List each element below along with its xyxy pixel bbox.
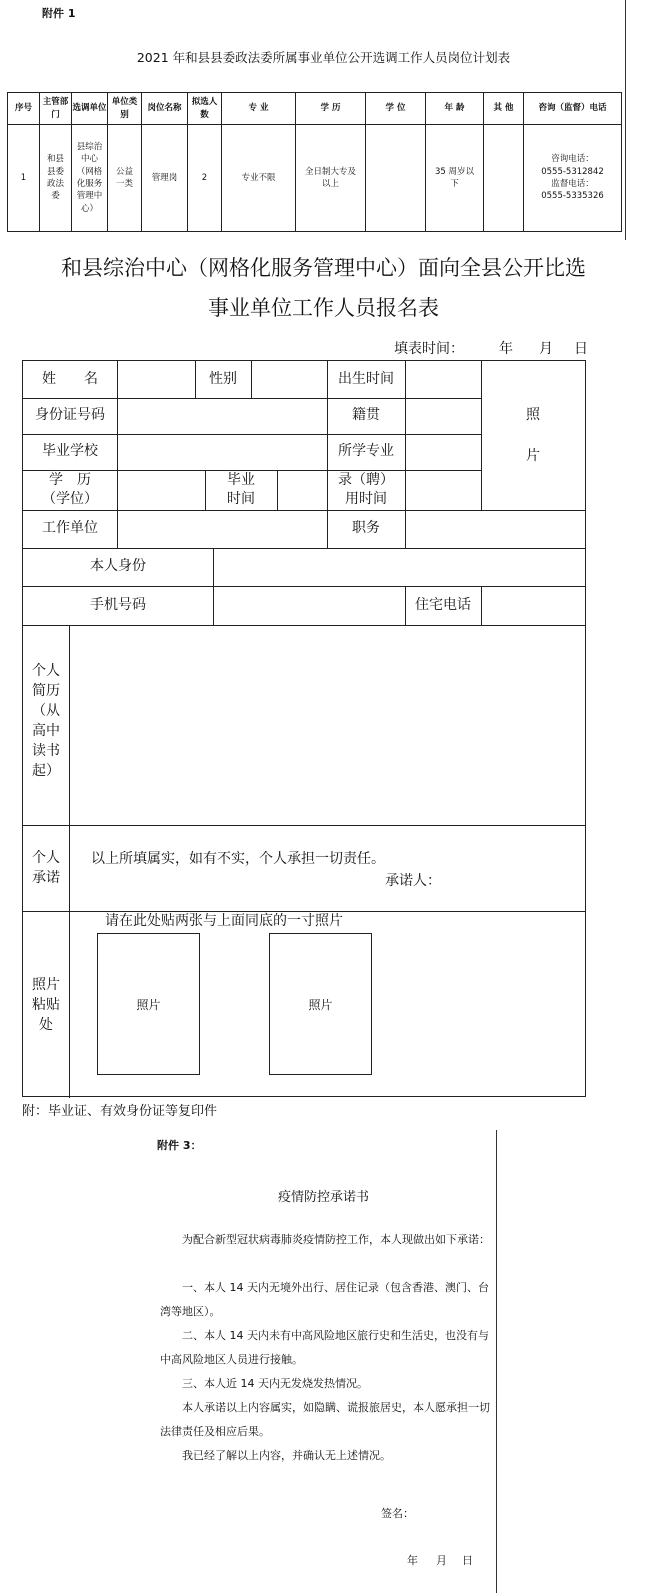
label-gender: 性别 (209, 371, 237, 387)
pledge-item-3: 三、本人近 14 天内无发烧发热情况。 (182, 1377, 368, 1390)
label-grad-time (205, 471, 277, 509)
fill-time-label: 填表时间： (394, 341, 464, 357)
form-title-line1: 和县综治中心（网格化服务管理中心）面向全县公开比选 (61, 256, 586, 280)
divider (277, 470, 278, 510)
fill-year: 年 (499, 341, 513, 357)
phone-supervise-number: 0555-5335326 (541, 191, 604, 202)
cell-education: 全日制大专及以上 (296, 125, 366, 232)
label-identity: 本人身份 (90, 558, 146, 574)
divider (481, 361, 482, 510)
label-education-line2: （学位） (42, 490, 98, 507)
photo-box-2-label: 照片 (308, 998, 333, 1012)
cell-degree (366, 125, 426, 232)
divider (213, 548, 214, 625)
label-work-unit: 工作单位 (42, 520, 98, 536)
page-edge-line (625, 0, 626, 240)
phone-supervise-label: 监督电话： (551, 179, 594, 189)
pledge-item-2: 二、本人 14 天内未有中高风险地区旅行史和生活史，也没有与中高风险地区人员进行接触。 (160, 1329, 489, 1366)
header-cell: 专 业 (222, 93, 296, 125)
phone-consult-number: 0555-5312842 (541, 166, 604, 177)
pledge-item-1: 一、本人 14 天内无境外出行、居住记录（包含香港、澳门、台湾等地区）。 (160, 1281, 489, 1318)
pledge-item-5: 我已经了解以上内容，并确认无上述情况。 (182, 1449, 391, 1462)
cell-count: 2 (188, 125, 222, 232)
label-resume: 个人简历（从高中读书起） (32, 663, 60, 779)
header-cell: 序号 (8, 93, 40, 125)
pledge-date-year: 年 (407, 1554, 418, 1567)
cell-age: 35 周岁以下 (426, 125, 484, 232)
label-education-line1: 学 历 (49, 472, 91, 488)
pledge-intro: 为配合新型冠状病毒肺炎疫情防控工作，本人现做出如下承诺： (182, 1233, 490, 1246)
header-cell: 学 历 (296, 93, 366, 125)
photo-label-2: 片 (526, 448, 540, 464)
plan-table-header (8, 93, 622, 125)
page-edge-line (496, 1130, 497, 1593)
header-cell: 学 位 (366, 93, 426, 125)
label-mobile: 手机号码 (90, 597, 146, 613)
label-grad-line1: 毕业 (227, 472, 255, 488)
pledge-signer: 承诺人： (385, 873, 441, 889)
cell-other (484, 125, 524, 232)
photo-box-2 (269, 933, 372, 1075)
header-cell: 选调单位 (72, 93, 108, 125)
divider (23, 548, 585, 549)
cell-dept: 和县县委政法委 (40, 125, 72, 232)
label-grad-line2: 时间 (227, 490, 255, 507)
phone-consult-label: 咨询电话： (551, 154, 594, 165)
divider (405, 361, 406, 548)
label-id-number: 身份证号码 (35, 407, 105, 423)
label-duty: 职务 (352, 520, 380, 536)
plan-table-title: 2021 年和县县委政法委所属事业单位公开选调工作人员岗位计划表 (136, 50, 511, 65)
divider (23, 825, 585, 826)
label-home-phone: 住宅电话 (415, 597, 471, 613)
photo-label-1: 照 (526, 407, 540, 423)
attachment1-section (0, 0, 647, 240)
divider (23, 510, 585, 511)
header-cell: 岗位名称 (142, 93, 188, 125)
pledge-date-month: 月 (436, 1554, 447, 1567)
attachment3-label: 附件 3： (157, 1139, 202, 1152)
label-name: 姓 名 (42, 371, 98, 387)
cell-unit: 县综治中心（网格化服务管理中心） (72, 125, 108, 232)
header-cell: 年 龄 (426, 93, 484, 125)
fill-day: 日 (574, 341, 588, 357)
photo-box-1-label: 照片 (136, 998, 161, 1012)
divider (23, 586, 585, 587)
pledge-sign-label: 签名： (381, 1507, 414, 1520)
label-hire-line1: 录（聘） (338, 472, 394, 488)
pledge-letter-title: 疫情防控承诺书 (277, 1190, 369, 1205)
form-title-line2: 事业单位工作人员报名表 (208, 296, 439, 320)
cell-major: 专业不限 (222, 125, 296, 232)
cell-no: 1 (8, 125, 40, 232)
label-hire-line2: 用时间 (345, 490, 387, 507)
photo-instruction: 请在此处贴两张与上面同底的一寸照片 (105, 913, 343, 929)
plan-table (7, 92, 622, 232)
label-pledge: 个人承诺 (32, 850, 60, 886)
pledge-text: 以上所填属实，如有不实，个人承担一切责任。 (91, 851, 385, 867)
divider (117, 361, 118, 398)
registration-form (22, 360, 586, 1097)
label-hire-time (327, 471, 405, 509)
header-cell: 拟选人数 (188, 93, 222, 125)
divider (69, 625, 70, 1098)
label-major: 所学专业 (338, 443, 394, 459)
label-native-place: 籍贯 (352, 407, 380, 423)
divider (23, 434, 481, 435)
photo-box-1 (97, 933, 200, 1075)
header-cell: 单位类别 (108, 93, 142, 125)
header-cell: 主管部门 (40, 93, 72, 125)
divider (23, 625, 585, 626)
divider (481, 586, 482, 625)
header-cell: 其 他 (484, 93, 524, 125)
label-photo-paste: 照片粘贴处 (32, 977, 60, 1033)
cell-position: 管理岗 (142, 125, 188, 232)
form-footnote: 附：毕业证、有效身份证等复印件 (22, 1104, 218, 1119)
label-school: 毕业学校 (42, 443, 98, 459)
divider (251, 361, 252, 398)
attachment1-label: 附件 1 (42, 7, 76, 20)
fill-month: 月 (539, 341, 553, 357)
label-education (23, 471, 117, 509)
cell-category: 公益一类 (108, 125, 142, 232)
pledge-date-day: 日 (462, 1554, 473, 1567)
header-cell: 咨询（监督）电话 (524, 93, 622, 125)
pledge-item-4: 本人承诺以上内容属实，如隐瞒、谎报旅居史，本人愿承担一切法律责任及相应后果。 (160, 1401, 490, 1438)
cell-phone (524, 125, 622, 232)
table-row (8, 125, 622, 232)
divider (117, 398, 118, 548)
label-birth: 出生时间 (338, 371, 394, 387)
divider (23, 398, 481, 399)
